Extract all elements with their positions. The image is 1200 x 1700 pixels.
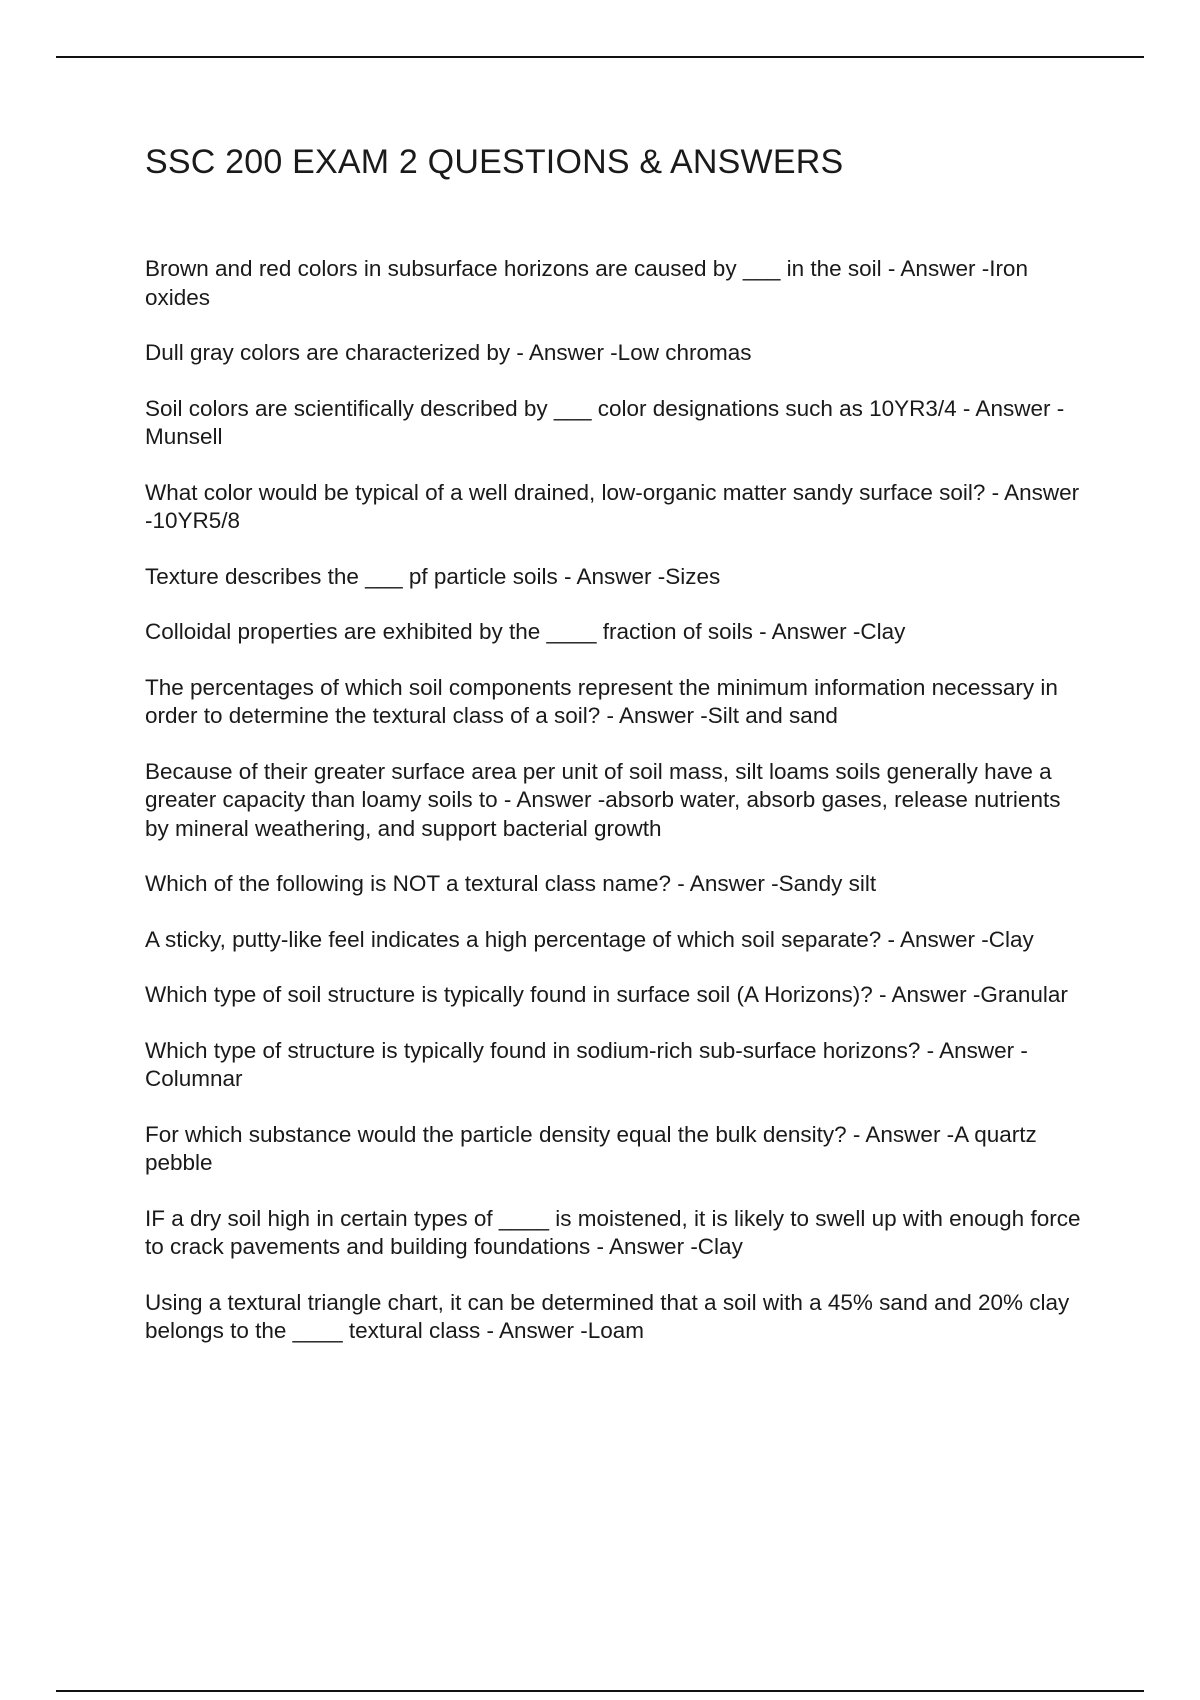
qa-item: Colloidal properties are exhibited by the ____ fraction of soils - Answer -Clay [145,619,906,644]
qa-item: Dull gray colors are characterized by - Answer -Low chromas [145,340,752,365]
qa-item: Because of their greater surface area per unit of soil mass, silt loams soils generally have a greater capacity than loamy soils to - Answer -absorb water, absorb gases, release nutrients by mineral weathering, and support bacterial growth [145,758,1061,841]
qa-item: Brown and red colors in subsurface horizons are caused by ___ in the soil - Answer -Iron oxides [145,256,1028,310]
document-title: SSC 200 EXAM 2 QUESTIONS & ANSWERS [145,143,844,181]
qa-item: Which type of structure is typically found in sodium-rich sub-surface horizons? - Answer -Columnar [145,1037,1028,1091]
qa-item: Soil colors are scientifically described by ___ color designations such as 10YR3/4 - Answer -Munsell [145,395,1065,449]
top-rule [56,56,1144,58]
bottom-rule [56,1690,1144,1692]
qa-item: The percentages of which soil components represent the minimum information necessary in order to determine the textural class of a soil? - Answer -Silt and sand [145,674,1058,728]
qa-item: What color would be typical of a well drained, low-organic matter sandy surface soil? - Answer -10YR5/8 [145,479,1080,533]
qa-item: Texture describes the ___ pf particle soils - Answer -Sizes [145,563,721,589]
qa-item: For which substance would the particle density equal the bulk density? - Answer -A quartz pebble [145,1121,1037,1175]
qa-item: Using a textural triangle chart, it can be determined that a soil with a 45% sand and 20% clay belongs to the ____ textural class - Answer -Loam [145,1289,1070,1343]
qa-item: IF a dry soil high in certain types of ____ is moistened, it is likely to swell up with enough force to crack pavements and building foundations - Answer -Clay [145,1205,1081,1259]
qa-item: Which type of soil structure is typically found in surface soil (A Horizons)? - Answer -Granular [145,982,1068,1007]
qa-list [145,255,1085,1346]
qa-item: Which of the following is NOT a textural class name? - Answer -Sandy silt [145,871,877,896]
qa-item: A sticky, putty-like feel indicates a high percentage of which soil separate? - Answer -Clay [145,926,1034,952]
